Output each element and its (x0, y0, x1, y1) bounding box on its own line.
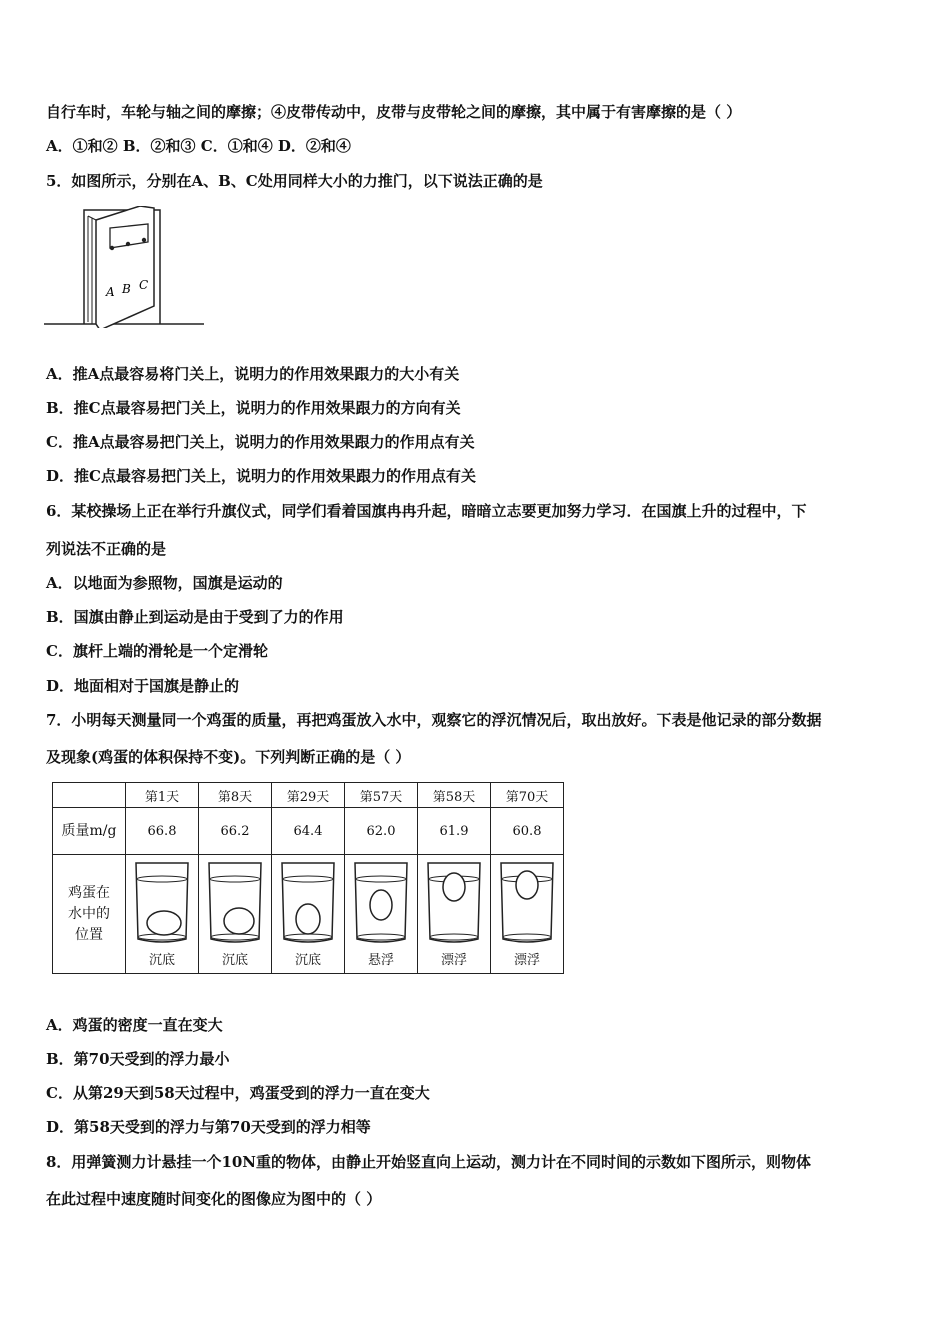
question-8-cont: 在此过程中速度随时间变化的图像应为图中的（ ） (46, 1190, 382, 1208)
mass-cell: 61.9 (418, 808, 491, 855)
q7-option-b: B．第70天受到的浮力最小 (46, 1050, 230, 1068)
door-label-b: B (122, 282, 131, 296)
position-cell (126, 855, 199, 974)
state-label: 沉底 (294, 953, 321, 968)
state-label: 漂浮 (440, 953, 467, 968)
state-label: 沉底 (148, 953, 175, 968)
q5-option-d: D．推C点最容易把门关上，说明力的作用效果跟力的作用点有关 (46, 467, 476, 485)
position-cell (345, 855, 418, 974)
question-8: 8．用弹簧测力计悬挂一个10N重的物体，由静止开始竖直向上运动，测力计在不同时间的示数如下图所示，则物体 (46, 1153, 812, 1171)
mass-cell: 62.0 (345, 808, 418, 855)
beaker-sink (205, 859, 265, 947)
beaker-sink (278, 859, 338, 947)
day-header: 第1天 (126, 783, 199, 808)
mass-cell: 60.8 (491, 808, 564, 855)
beaker-float (424, 859, 484, 947)
question-5: 5．如图所示，分别在A、B、C处用同样大小的力推门，以下说法正确的是 (46, 172, 543, 190)
q5-option-b: B．推C点最容易把门关上，说明力的作用效果跟力的方向有关 (46, 399, 461, 417)
q6-option-b: B．国旗由静止到运动是由于受到了力的作用 (46, 608, 344, 626)
day-header: 第57天 (345, 783, 418, 808)
mass-cell: 64.4 (272, 808, 345, 855)
state-label: 悬浮 (367, 953, 394, 968)
mass-row-label: 质量m/g (53, 808, 126, 855)
door-label-a: A (106, 285, 115, 299)
position-cell (272, 855, 345, 974)
question-6-cont: 列说法不正确的是 (46, 540, 167, 558)
state-label: 漂浮 (513, 953, 540, 968)
beaker-float (497, 859, 557, 947)
day-header: 第70天 (491, 783, 564, 808)
day-header: 第8天 (199, 783, 272, 808)
door-label-c: C (139, 278, 149, 292)
q5-option-a: A．推A点最容易将门关上，说明力的作用效果跟力的大小有关 (46, 365, 460, 383)
mass-cell: 66.8 (126, 808, 199, 855)
state-label: 沉底 (221, 953, 248, 968)
table-corner (53, 783, 126, 808)
q7-option-d: D．第58天受到的浮力与第70天受到的浮力相等 (46, 1118, 371, 1136)
beaker-sink (132, 859, 192, 947)
q7-option-a: A．鸡蛋的密度一直在变大 (46, 1016, 223, 1034)
position-row-label: 鸡蛋在水中的位置 (53, 855, 126, 974)
question-7-cont: 及现象(鸡蛋的体积保持不变)。下列判断正确的是（ ） (46, 748, 411, 766)
q6-option-a: A．以地面为参照物，国旗是运动的 (46, 574, 283, 592)
q7-option-c: C．从第29天到58天过程中，鸡蛋受到的浮力一直在变大 (46, 1084, 430, 1102)
q6-option-d: D．地面相对于国旗是静止的 (46, 677, 240, 695)
text-line: 自行车时，车轮与轴之间的摩擦；④皮带传动中，皮带与皮带轮之间的摩擦，其中属于有害摩擦的是（ ） (46, 103, 742, 121)
question-7: 7．小明每天测量同一个鸡蛋的质量，再把鸡蛋放入水中，观察它的浮沉情况后，取出放好。下表是他记录的部分数据 (46, 711, 822, 729)
position-cell (491, 855, 564, 974)
position-cell (418, 855, 491, 974)
egg-table (52, 782, 564, 974)
day-header: 第29天 (272, 783, 345, 808)
position-cell (199, 855, 272, 974)
day-header: 第58天 (418, 783, 491, 808)
mass-cell: 66.2 (199, 808, 272, 855)
q5-option-c: C．推A点最容易把门关上，说明力的作用效果跟力的作用点有关 (46, 433, 475, 451)
beaker-suspend (351, 859, 411, 947)
door-figure (44, 206, 206, 328)
q6-option-c: C．旗杆上端的滑轮是一个定滑轮 (46, 642, 268, 660)
choices-line: A．①和② B．②和③ C．①和④ D．②和④ (46, 137, 351, 155)
question-6: 6．某校操场上正在举行升旗仪式，同学们看着国旗冉冉升起，暗暗立志要更加努力学习．在国旗上升的过程中，下 (46, 502, 807, 520)
